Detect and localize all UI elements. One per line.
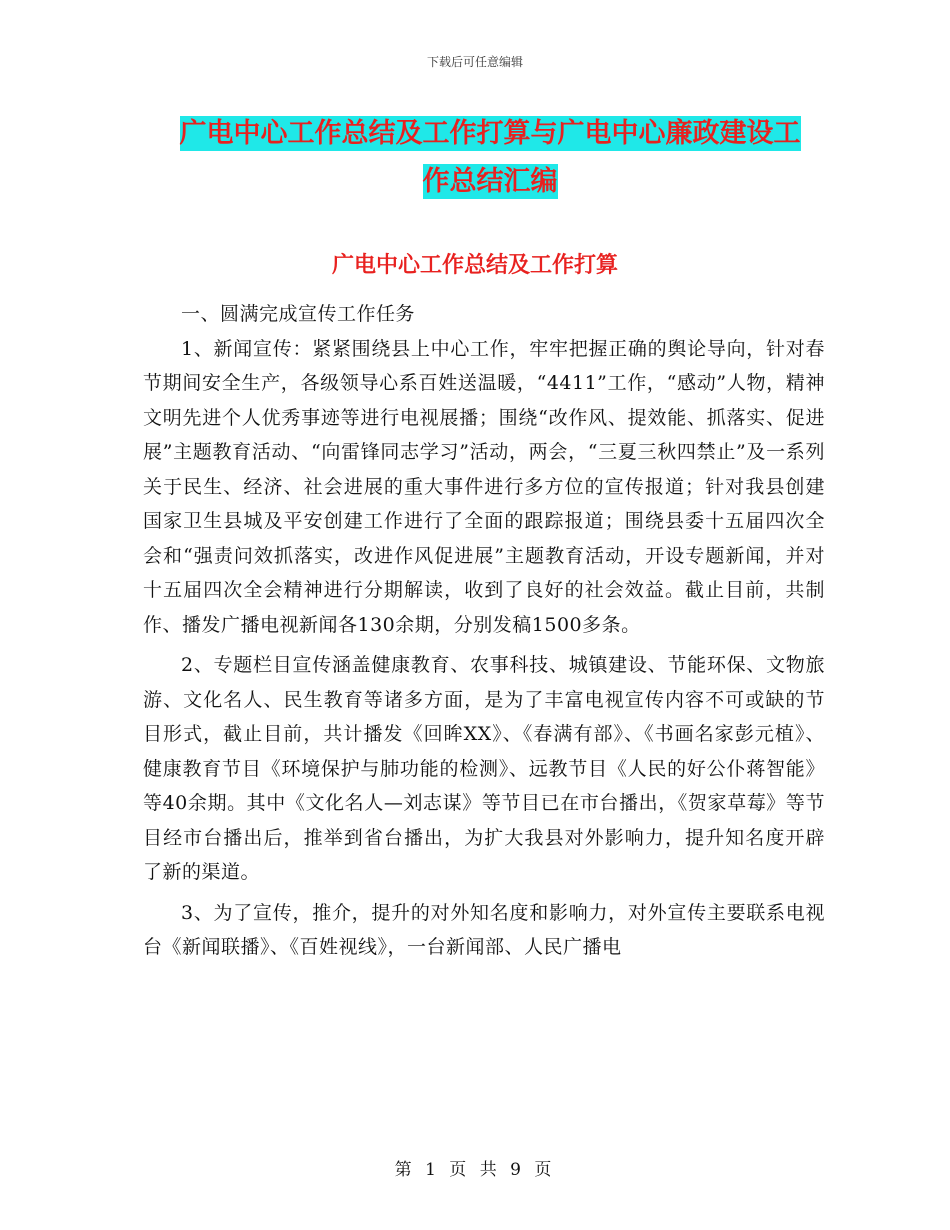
- title-line-1: 广电中心工作总结及工作打算与广电中心廉政建设工: [179, 118, 801, 149]
- header-note: 下载后可任意编辑: [426, 55, 523, 69]
- paragraph-heading: 一、圆满完成宣传工作任务: [181, 303, 416, 325]
- document-title: [140, 110, 840, 206]
- page-number-footer: 第 1 页 共 9 页: [394, 1160, 556, 1180]
- section-title: 广电中心工作总结及工作打算: [331, 253, 618, 278]
- paragraph-external-publicity: 3、为了宣传，推介，提升的对外知名度和影响力，对外宣传主要联系电视台《新闻联播》、《百姓视线》，一台新闻部、人民广播电: [143, 901, 825, 958]
- paragraph-news: 1、新闻宣传：紧紧围绕县上中心工作，牢牢把握正确的舆论导向，针对春节期间安全生产，各级领导心系百姓送温暖，“4411”工作，“感动”人物，精神文明先进个人优秀事迹等进行电视展播；围绕“改作风、提效能、抓落实、促进展”主题教育活动、“向雷锋同志学习”活动，两会，“三夏三秋四禁止”及一系列关于民生、经济、社会进展的重大事件进行多方位的宣传报道；针对我县创建国家卫生县城及平安创建工作进行了全面的跟踪报道；围绕县委十五届四次全会和“强责问效抓落实，改进作风促进展”主题教育活动，开设专题新闻，并对十五届四次全会精神进行分期解读，收到了良好的社会效益。截止目前，共制作、播发广播电视新闻各130余期，分别发稿1500多条。: [143, 337, 825, 636]
- document-body: [143, 297, 825, 965]
- paragraph-special-programs: 2、专题栏目宣传涵盖健康教育、农事科技、城镇建设、节能环保、文物旅游、文化名人、民生教育等诸多方面，是为了丰富电视宣传内容不可或缺的节目形式，截止目前，共计播发《回眸XX》、《春满有部》、《书画名家彭元植》、健康教育节目《环境保护与肺功能的检测》、远教节目《人民的好公仆蒋智能》等40余期。其中《文化名人—刘志谋》等节目已在市台播出，《贺家草莓》等节目经市台播出后，推举到省台播出，为扩大我县对外影响力，提升知名度开辟了新的渠道。: [143, 654, 825, 883]
- title-line-2: 作总结汇编: [422, 166, 558, 197]
